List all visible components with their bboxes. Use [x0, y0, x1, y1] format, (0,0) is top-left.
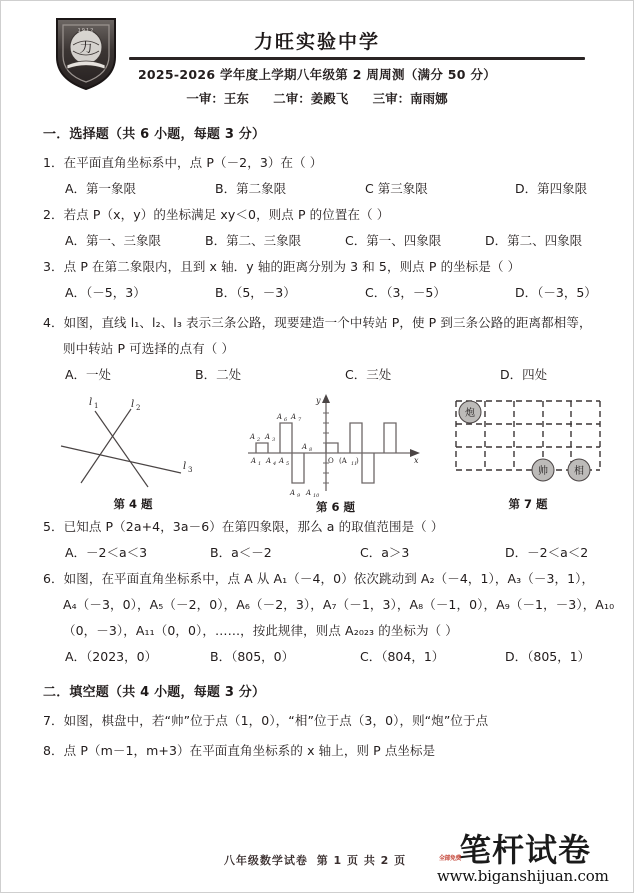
footer-exam-label: 八年级数学试卷 [223, 854, 308, 867]
question-3 [43, 255, 603, 279]
question-2-number: 2． [43, 207, 64, 222]
svg-text:帅: 帅 [538, 466, 548, 477]
q4-option-d[interactable]: D．四处 [500, 367, 548, 382]
svg-text:A: A [265, 433, 271, 441]
question-8-number: 8． [43, 743, 64, 758]
svg-text:A: A [290, 489, 296, 497]
q3-option-a[interactable]: A．（－5，3） [65, 285, 146, 300]
question-8-text: 点 P（m－1，m+3）在平面直角坐标系的 x 轴上，则 P 点坐标是 [63, 743, 436, 758]
figure-4-drawing [53, 391, 213, 491]
svg-text:l: l [183, 461, 187, 472]
svg-text:l: l [131, 399, 135, 410]
figure-6 [238, 391, 433, 515]
svg-text:O: O [328, 457, 334, 465]
section-title-choice: 一．选择题（共 6 小题，每题 3 分） [43, 127, 266, 142]
svg-text:11: 11 [351, 461, 358, 467]
svg-text:力: 力 [79, 41, 93, 56]
question-1 [43, 151, 603, 175]
svg-text:A: A [306, 489, 312, 497]
section-title-fill: 二．填空题（共 4 小题，每题 3 分） [43, 685, 266, 700]
q2-option-d[interactable]: D．第二、四象限 [485, 233, 583, 248]
question-4 [43, 311, 603, 335]
question-6 [43, 567, 603, 591]
q2-option-b[interactable]: B．第二、三象限 [205, 233, 302, 248]
question-2 [43, 203, 603, 227]
question-8 [43, 739, 603, 763]
svg-text:8: 8 [309, 447, 313, 453]
svg-text:A: A [302, 443, 308, 451]
question-7 [43, 709, 603, 733]
question-7-number: 7． [43, 713, 64, 728]
reviewer-2: 二审：姜殿飞 [273, 91, 349, 106]
question-6-options [43, 645, 603, 669]
question-4-number: 4． [43, 315, 64, 330]
question-6-text: 如图，在平面直角坐标系中，点 A 从 A₁（－4，0）依次跳动到 A₂（－4，1），A₃（－3，1）， [63, 571, 595, 586]
figure-7-caption: 第 7 题 [508, 497, 548, 511]
q4-option-a[interactable]: A．一处 [65, 367, 112, 382]
svg-text:y: y [316, 396, 321, 405]
svg-text:x: x [414, 456, 419, 465]
question-6-number: 6． [43, 571, 64, 586]
figure-6-chart [238, 391, 433, 499]
svg-text:3: 3 [188, 466, 193, 474]
q1-option-a[interactable]: A．第一象限 [65, 181, 137, 196]
question-1-text: 在平面直角坐标系中，点 P（－2，3）在（ ） [63, 155, 323, 170]
q1-option-c[interactable]: C 第三象限 [365, 181, 428, 196]
exam-body [43, 113, 615, 765]
question-1-options [43, 177, 603, 201]
svg-text:2: 2 [136, 404, 141, 412]
svg-text:炮: 炮 [465, 408, 475, 419]
question-5-number: 5． [43, 519, 64, 534]
svg-text:A: A [266, 457, 272, 465]
q6-option-d[interactable]: D．（805，1） [505, 649, 591, 664]
svg-text:9: 9 [297, 493, 301, 499]
school-name: 力旺实验中学 [253, 31, 380, 53]
svg-text:3: 3 [272, 437, 276, 443]
q1-option-d[interactable]: D．第四象限 [515, 181, 588, 196]
svg-text:1912: 1912 [77, 28, 95, 34]
watermark-brand: 笔杆试卷 [459, 831, 592, 869]
svg-text:相: 相 [574, 466, 584, 477]
q6-option-c[interactable]: C．（804，1） [360, 649, 445, 664]
svg-text:A: A [291, 413, 297, 421]
watermark-url: www.biganshijuan.com [437, 867, 609, 885]
svg-text:A: A [279, 457, 285, 465]
reviewer-3: 三审：南雨娜 [372, 91, 448, 106]
page-header [1, 1, 633, 113]
question-5-text: 已知点 P（2a+4，3a－6）在第四象限，那么 a 的取值范围是（ ） [63, 519, 444, 534]
question-5 [43, 515, 603, 539]
figure-4 [53, 391, 213, 512]
svg-text:l: l [89, 397, 93, 408]
q5-option-a[interactable]: A．－2＜a＜3 [65, 545, 148, 560]
question-7-text: 如图，棋盘中，若“帅”位于点（1，0），“相”位于点（3，0），则“炮”位于点 [63, 713, 489, 728]
question-3-options [43, 281, 603, 305]
q6-option-b[interactable]: B．（805，0） [210, 649, 295, 664]
q5-option-d[interactable]: D．－2＜a＜2 [505, 545, 589, 560]
svg-text:(A: (A [339, 457, 347, 465]
reviewer-1: 一审：王东 [186, 91, 249, 106]
svg-text:6: 6 [284, 417, 288, 423]
question-3-text: 点 P 在第二象限内，且到 x 轴．y 轴的距离分别为 3 和 5，则点 P 的坐标是（ ） [63, 259, 521, 274]
svg-text:A: A [250, 433, 256, 441]
q3-option-b[interactable]: B．（5，－3） [215, 285, 296, 300]
q2-option-c[interactable]: C．第一、四象限 [345, 233, 442, 248]
figure-row [43, 391, 603, 514]
svg-text:10: 10 [313, 493, 320, 499]
q5-option-c[interactable]: C．a＞3 [360, 545, 410, 560]
question-6-text-line3: （0，－3），A₁₁（0，0），……，按此规律，则点 A₂₀₂₃ 的坐标为（ ） [63, 623, 458, 638]
footer-page-number: 第 1 页 共 2 页 [316, 854, 407, 867]
question-4-text: 如图，直线 l₁、l₂、l₃ 表示三条公路，现要建造一个中转站 P，使 P 到三条公路的距离都相等， [63, 315, 592, 330]
question-2-text: 若点 P（x，y）的坐标满足 xy＜0，则点 P 的位置在（ ） [63, 207, 390, 222]
q3-option-d[interactable]: D．（－3，5） [515, 285, 597, 300]
reviewers [1, 89, 633, 107]
svg-text:2: 2 [257, 437, 261, 443]
svg-text:1: 1 [94, 402, 99, 410]
question-3-number: 3． [43, 259, 64, 274]
question-5-options [43, 541, 603, 565]
watermark-free-tag: 全部免费 [439, 855, 462, 862]
svg-text:): ) [356, 457, 359, 465]
question-6-text-line2: A₄（－3，0），A₅（－2，0），A₆（－2，3），A₇（－1，3），A₈（－1，0），A₉（－1，－3），A₁₀ [63, 597, 615, 612]
q3-option-c[interactable]: C．（3，－5） [365, 285, 446, 300]
question-4-options [43, 363, 603, 387]
question-4-text-line2: 则中转站 P 可选择的点有（ ） [63, 341, 235, 356]
q4-option-b[interactable]: B．二处 [195, 367, 242, 382]
question-2-options [43, 229, 603, 253]
q2-option-a[interactable]: A．第一、三象限 [65, 233, 162, 248]
svg-text:A: A [251, 457, 257, 465]
q6-option-a[interactable]: A．（2023，0） [65, 649, 158, 664]
svg-text:1: 1 [258, 461, 262, 467]
q4-option-c[interactable]: C．三处 [345, 367, 392, 382]
watermark [437, 831, 627, 885]
q1-option-b[interactable]: B．第二象限 [215, 181, 287, 196]
exam-title: 2025-2026 学年度上学期八年级第 2 周周测（满分 50 分） [137, 67, 497, 82]
header-divider [129, 57, 585, 60]
svg-text:5: 5 [286, 461, 290, 467]
figure-6-caption: 第 6 题 [315, 500, 355, 514]
svg-text:7: 7 [298, 417, 302, 423]
q5-option-b[interactable]: B．a＜－2 [210, 545, 272, 560]
figure-4-caption: 第 4 题 [113, 497, 153, 511]
question-1-number: 1． [43, 155, 64, 170]
figure-7-board [448, 391, 608, 491]
svg-text:A: A [277, 413, 283, 421]
figure-7 [448, 391, 608, 512]
svg-text:4: 4 [273, 461, 277, 467]
